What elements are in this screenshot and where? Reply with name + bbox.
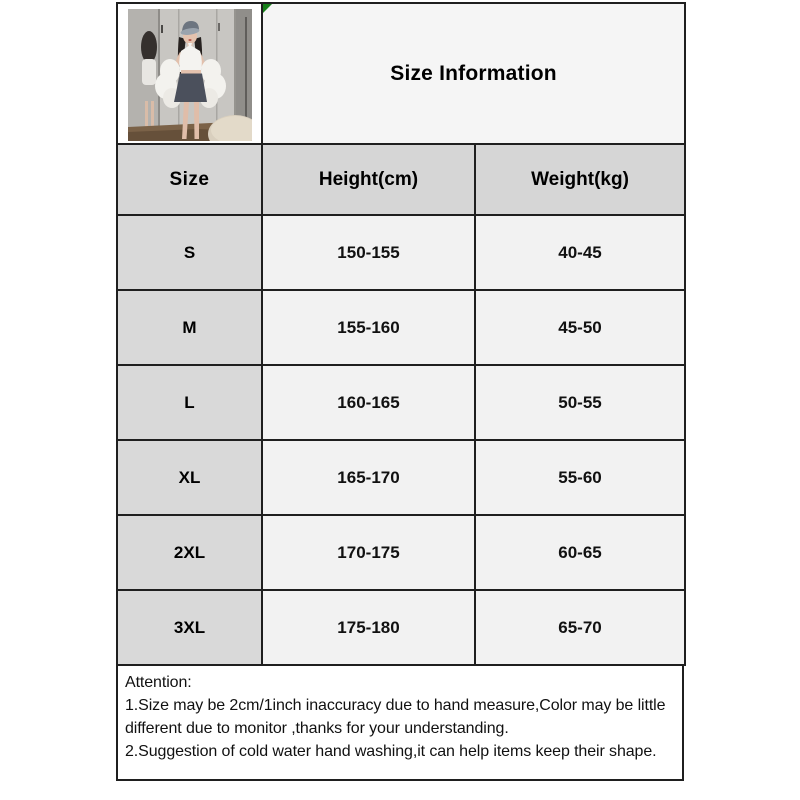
size-info-sheet [116,2,684,781]
table-row-2xl [117,515,685,590]
attention-note-2: 2.Suggestion of cold water hand washing,it can help items keep their shape. [125,743,657,760]
column-header-height: Height(cm) [262,144,475,215]
size-label: L [117,365,262,440]
height-value: 150-155 [262,215,475,290]
size-label: XL [117,440,262,515]
column-header-size: Size [117,144,262,215]
size-label: S [117,215,262,290]
size-label: 3XL [117,590,262,665]
weight-value: 65-70 [475,590,685,665]
size-table [116,2,686,666]
weight-value: 50-55 [475,365,685,440]
weight-value: 40-45 [475,215,685,290]
table-row-xl [117,440,685,515]
weight-value: 55-60 [475,440,685,515]
weight-value: 60-65 [475,515,685,590]
weight-value: 45-50 [475,290,685,365]
model-photo [128,9,252,141]
table-row-3xl [117,590,685,665]
size-label: 2XL [117,515,262,590]
page-title: Size Information [390,61,557,85]
table-row-m [117,290,685,365]
table-row-s [117,215,685,290]
table-row-l [117,365,685,440]
column-header-weight: Weight(kg) [475,144,685,215]
table-header-row [117,144,685,215]
height-value: 175-180 [262,590,475,665]
size-label: M [117,290,262,365]
attention-heading: Attention: [125,674,192,691]
height-value: 165-170 [262,440,475,515]
product-photo-cell [117,3,262,144]
title-cell [262,3,685,144]
attention-note-1: 1.Size may be 2cm/1inch inaccuracy due to hand measure,Color may be little different due to monitor ,thanks for your understanding. [125,697,666,737]
height-value: 155-160 [262,290,475,365]
attention-box [116,666,684,781]
green-corner-marker-icon [263,4,272,13]
height-value: 170-175 [262,515,475,590]
top-row [117,3,685,144]
height-value: 160-165 [262,365,475,440]
